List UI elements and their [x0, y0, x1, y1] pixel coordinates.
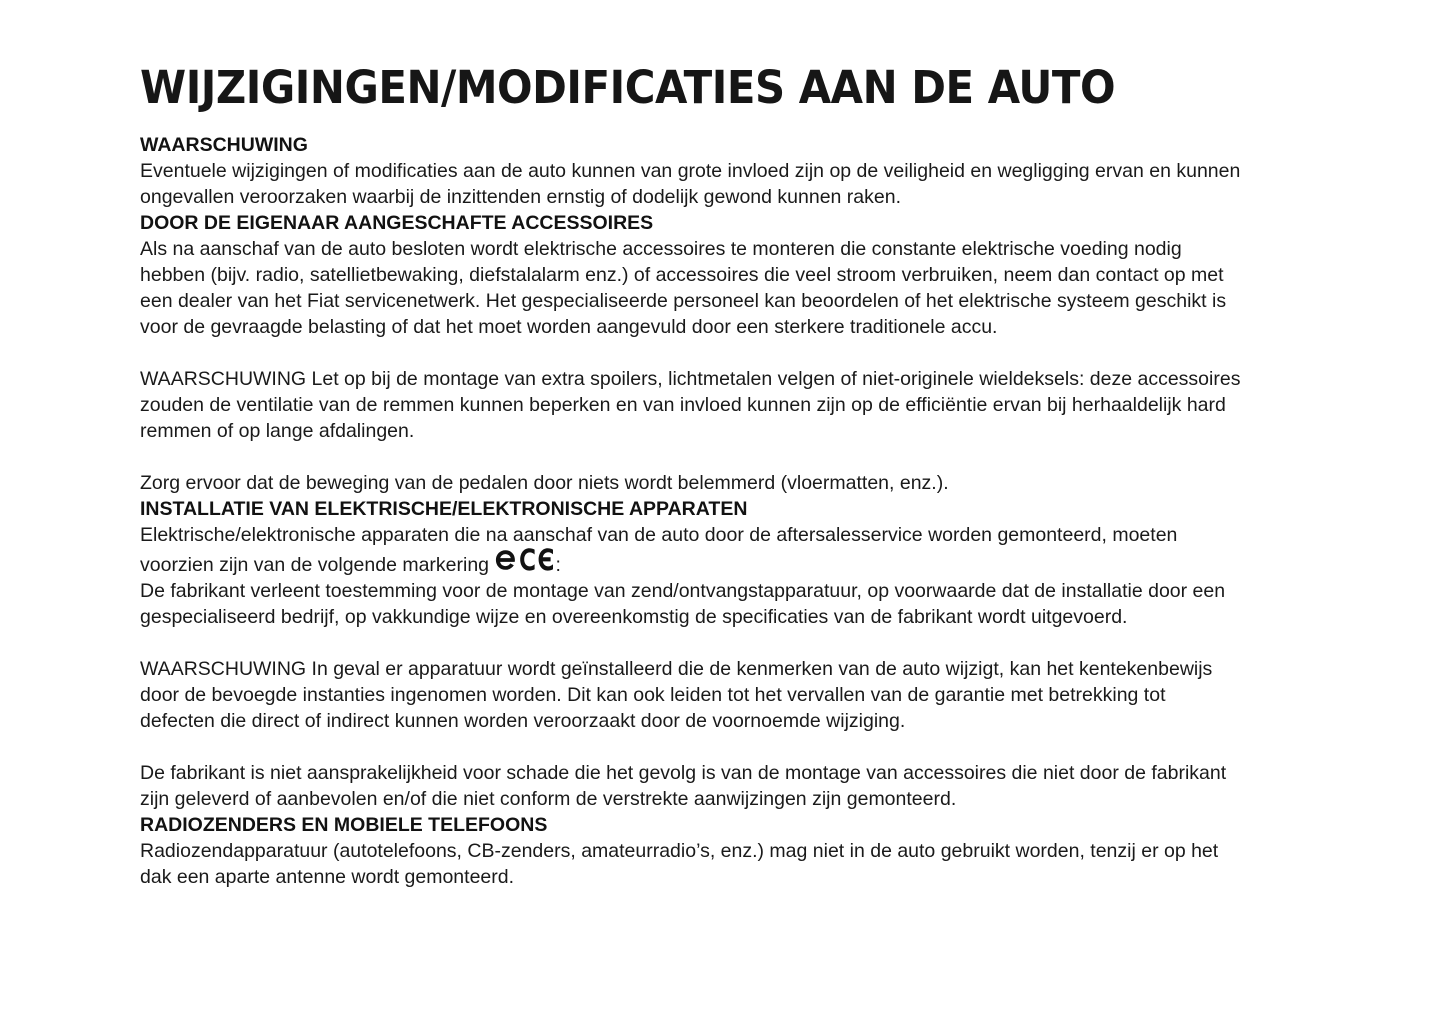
paragraph-warning-registration — [140, 656, 1320, 734]
marking-line-suffix: : — [555, 554, 561, 576]
conformity-marking-group — [495, 548, 554, 571]
paragraph-spacer — [140, 340, 1320, 366]
paragraph-liability-note — [140, 760, 1320, 812]
text-line-with-marking — [140, 548, 1320, 578]
text-line: defecten die direct of indirect kunnen worden veroorzaakt door de voornoemde wijziging. — [140, 710, 906, 732]
text-line: dak een aparte antenne wordt gemonteerd. — [140, 866, 515, 888]
text-line: een dealer van het Fiat servicenetwerk. Het gespecialiseerde personeel kan beoordelen of het elektrische systeem geschikt is — [140, 290, 1227, 312]
heading-owner-accessories: DOOR DE EIGENAAR AANGESCHAFTE ACCESSOIRES — [140, 212, 654, 234]
paragraph-pedals-note — [140, 470, 1320, 496]
paragraph-installation-body — [140, 522, 1320, 630]
heading-installation: INSTALLATIE VAN ELEKTRISCHE/ELEKTRONISCHE APPARATEN — [140, 498, 748, 520]
paragraph-spacer — [140, 630, 1320, 656]
text-line: zouden de ventilatie van de remmen kunnen beperken en van invloed kunnen zijn op de efficiëntie ervan bij herhaaldelijk hard — [140, 394, 1226, 416]
text-line: Radiozendapparatuur (autotelefoons, CB-zenders, amateurradio’s, enz.) mag niet in de auto gebruikt worden, tenzij er op het — [140, 840, 1219, 862]
text-line: Zorg ervoor dat de beweging van de pedalen door niets wordt belemmerd (vloermatten, enz.). — [140, 472, 949, 494]
paragraph-spacer — [140, 734, 1320, 760]
heading-waarschuwing: WAARSCHUWING — [140, 134, 308, 156]
paragraph-warning-body — [140, 158, 1320, 210]
text-line: De fabrikant is niet aansprakelijkheid voor schade die het gevolg is van de montage van accessoires die niet door de fabrikant — [140, 762, 1227, 784]
text-line: WAARSCHUWING Let op bij de montage van extra spoilers, lichtmetalen velgen of niet-originele wieldeksels: deze accessoires — [140, 368, 1241, 390]
text-line: hebben (bijv. radio, satellietbewaking, diefstalalarm enz.) of accessoires die veel stroom verbruiken, neem dan contact op met — [140, 264, 1224, 286]
paragraph-warning-spoilers — [140, 366, 1320, 444]
e-mark-icon — [495, 549, 516, 571]
text-line: Eventuele wijzigingen of modificaties aan de auto kunnen van grote invloed zijn op de veiligheid en wegligging ervan en kunnen — [140, 160, 1241, 182]
text-line: Elektrische/elektronische apparaten die na aanschaf van de auto door de aftersalesservice worden gemonteerd, moeten — [140, 524, 1178, 546]
text-line: ongevallen veroorzaken waarbij de inzittenden ernstig of dodelijk gewond kunnen raken. — [140, 186, 901, 208]
ce-mark-icon — [520, 548, 554, 571]
text-line: zijn geleverd of aanbevolen en/of die niet conform de verstrekte aanwijzingen zijn gemonteerd. — [140, 788, 957, 810]
text-line: De fabrikant verleent toestemming voor de montage van zend/ontvangstapparatuur, op voorwaarde dat de installatie door een — [140, 580, 1226, 602]
text-line: door de bevoegde instanties ingenomen worden. Dit kan ook leiden tot het vervallen van de garantie met betrekking tot — [140, 684, 1166, 706]
heading-radio-transmitters: RADIOZENDERS EN MOBIELE TELEFOONS — [140, 814, 548, 836]
text-line: voor de gevraagde belasting of dat het moet worden aangevuld door een sterkere traditionele accu. — [140, 316, 998, 338]
document-content — [140, 62, 1320, 890]
text-line: WAARSCHUWING In geval er apparatuur wordt geïnstalleerd die de kenmerken van de auto wijzigt, kan het kentekenbewijs — [140, 658, 1213, 680]
paragraph-accessories-body — [140, 236, 1320, 340]
text-line: gespecialiseerd bedrijf, op vakkundige wijze en overeenkomstig de specificaties van de fabrikant wordt uitgevoerd. — [140, 606, 1128, 628]
marking-line-prefix: voorzien zijn van de volgende markering — [140, 554, 495, 576]
paragraph-spacer — [140, 444, 1320, 470]
paragraph-radio-body — [140, 838, 1320, 890]
text-line: remmen of op lange afdalingen. — [140, 420, 415, 442]
page-title: WIJZIGINGEN/MODIFICATIES AAN DE AUTO — [140, 61, 1116, 114]
text-line: Als na aanschaf van de auto besloten wordt elektrische accessoires te monteren die constante elektrische voeding nodig — [140, 238, 1182, 260]
